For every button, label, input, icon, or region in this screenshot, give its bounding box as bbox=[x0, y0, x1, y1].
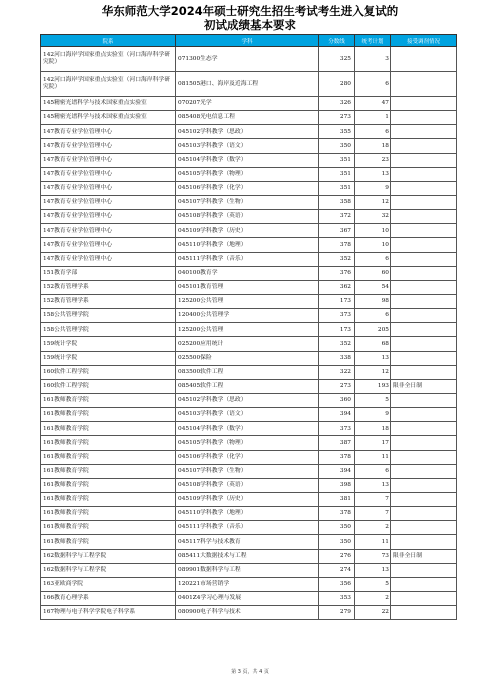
cell-subject: 125200公共管理 bbox=[176, 294, 319, 308]
cell-note bbox=[391, 167, 457, 181]
cell-dept: 161教师教育学院 bbox=[41, 450, 176, 464]
cell-subject: 045103学科教学（语文） bbox=[176, 408, 319, 422]
cell-score: 358 bbox=[319, 195, 355, 209]
cell-score: 273 bbox=[319, 379, 355, 393]
cell-note bbox=[391, 478, 457, 492]
table-row bbox=[41, 266, 457, 280]
cell-dept: 167物理与电子科学学院电子科学系 bbox=[41, 606, 176, 620]
cell-dept: 161教师教育学院 bbox=[41, 521, 176, 535]
cell-subject: 040100教育学 bbox=[176, 266, 319, 280]
table-row bbox=[41, 309, 457, 323]
page-footer: 第 3 页，共 4 页 bbox=[231, 669, 269, 675]
cell-score: 322 bbox=[319, 365, 355, 379]
header-adjustment: 接受调剂情况 bbox=[391, 35, 457, 47]
cell-score: 351 bbox=[319, 167, 355, 181]
table-row bbox=[41, 181, 457, 195]
cell-subject: 083500软件工程 bbox=[176, 365, 319, 379]
cell-note bbox=[391, 323, 457, 337]
cell-subject: 045102学科教学（思政） bbox=[176, 125, 319, 139]
cell-dept: 161教师教育学院 bbox=[41, 478, 176, 492]
cell-score: 353 bbox=[319, 591, 355, 605]
table-row bbox=[41, 521, 457, 535]
cell-score: 398 bbox=[319, 478, 355, 492]
cell-dept: 147教育专业学位管理中心 bbox=[41, 181, 176, 195]
cell-dept: 142河口海岸学国家重点实验室（河口海岸科学研究院） bbox=[41, 47, 176, 72]
cell-plan: 2 bbox=[355, 591, 391, 605]
table-row bbox=[41, 549, 457, 563]
cell-subject: 120221市场营销学 bbox=[176, 577, 319, 591]
cell-subject: 045107学科教学（生物） bbox=[176, 464, 319, 478]
cell-score: 387 bbox=[319, 436, 355, 450]
cell-subject: 085405软件工程 bbox=[176, 379, 319, 393]
cell-note bbox=[391, 365, 457, 379]
table-row bbox=[41, 365, 457, 379]
cell-subject: 045105学科教学（物理） bbox=[176, 167, 319, 181]
cell-dept: 161教师教育学院 bbox=[41, 492, 176, 506]
table-row bbox=[41, 606, 457, 620]
cell-score: 350 bbox=[319, 139, 355, 153]
cell-dept: 161教师教育学院 bbox=[41, 393, 176, 407]
cell-note bbox=[391, 309, 457, 323]
table-row bbox=[41, 72, 457, 97]
cell-plan: 98 bbox=[355, 294, 391, 308]
cell-subject: 089901数据科学与工程 bbox=[176, 563, 319, 577]
table-row bbox=[41, 125, 457, 139]
title-line-2: 初试成绩基本要求 bbox=[204, 18, 296, 32]
cell-dept: 160软件工程学院 bbox=[41, 365, 176, 379]
cell-note bbox=[391, 535, 457, 549]
table-header-row bbox=[41, 35, 457, 47]
cell-subject: 045102学科教学（思政） bbox=[176, 393, 319, 407]
cell-score: 326 bbox=[319, 97, 355, 111]
cell-note bbox=[391, 97, 457, 111]
cell-note bbox=[391, 47, 457, 72]
cell-plan: 10 bbox=[355, 238, 391, 252]
cell-note bbox=[391, 408, 457, 422]
cell-subject: 125200公共管理 bbox=[176, 323, 319, 337]
table-row bbox=[41, 153, 457, 167]
cell-plan: 7 bbox=[355, 507, 391, 521]
cell-note bbox=[391, 450, 457, 464]
cell-score: 381 bbox=[319, 492, 355, 506]
cell-score: 378 bbox=[319, 450, 355, 464]
cell-plan: 10 bbox=[355, 224, 391, 238]
cell-plan: 68 bbox=[355, 337, 391, 351]
table-row bbox=[41, 492, 457, 506]
cell-plan: 22 bbox=[355, 606, 391, 620]
cell-note bbox=[391, 591, 457, 605]
table-row bbox=[41, 238, 457, 252]
cell-dept: 147教育专业学位管理中心 bbox=[41, 238, 176, 252]
cell-dept: 161教师教育学院 bbox=[41, 436, 176, 450]
table-row bbox=[41, 323, 457, 337]
cell-dept: 162数据科学与工程学院 bbox=[41, 563, 176, 577]
cell-plan: 12 bbox=[355, 195, 391, 209]
cell-dept: 147教育专业学位管理中心 bbox=[41, 139, 176, 153]
cell-score: 373 bbox=[319, 422, 355, 436]
cell-plan: 18 bbox=[355, 422, 391, 436]
cell-note bbox=[391, 210, 457, 224]
cell-note: 限非全日制 bbox=[391, 549, 457, 563]
cell-score: 274 bbox=[319, 563, 355, 577]
cell-note bbox=[391, 125, 457, 139]
cell-dept: 151教育学部 bbox=[41, 266, 176, 280]
cell-score: 355 bbox=[319, 125, 355, 139]
document-title bbox=[0, 0, 500, 32]
cell-plan: 32 bbox=[355, 210, 391, 224]
cell-plan: 13 bbox=[355, 478, 391, 492]
cell-dept: 142河口海岸学国家重点实验室（河口海岸科学研究院） bbox=[41, 72, 176, 97]
cell-score: 280 bbox=[319, 72, 355, 97]
cell-score: 273 bbox=[319, 111, 355, 125]
cell-subject: 045107学科教学（生物） bbox=[176, 195, 319, 209]
cell-plan: 6 bbox=[355, 309, 391, 323]
cell-subject: 045104学科教学（数学） bbox=[176, 153, 319, 167]
cell-note bbox=[391, 577, 457, 591]
cell-subject: 085408光电信息工程 bbox=[176, 111, 319, 125]
cell-note bbox=[391, 224, 457, 238]
cell-plan: 23 bbox=[355, 153, 391, 167]
cell-dept: 147教育专业学位管理中心 bbox=[41, 195, 176, 209]
cell-dept: 161教师教育学院 bbox=[41, 464, 176, 478]
table-row bbox=[41, 210, 457, 224]
cell-subject: 120400公共管理学 bbox=[176, 309, 319, 323]
cell-dept: 158公共管理学院 bbox=[41, 309, 176, 323]
cell-note bbox=[391, 337, 457, 351]
cell-dept: 161教师教育学院 bbox=[41, 408, 176, 422]
cell-dept: 166教育心理学系 bbox=[41, 591, 176, 605]
cell-score: 279 bbox=[319, 606, 355, 620]
cell-subject: 085411大数据技术与工程 bbox=[176, 549, 319, 563]
cell-dept: 147教育专业学位管理中心 bbox=[41, 167, 176, 181]
cell-subject: 045108学科教学（英语） bbox=[176, 478, 319, 492]
cell-score: 362 bbox=[319, 280, 355, 294]
cell-plan: 11 bbox=[355, 535, 391, 549]
header-subject: 学科 bbox=[176, 35, 319, 47]
cell-plan: 11 bbox=[355, 450, 391, 464]
table-row bbox=[41, 97, 457, 111]
cell-plan: 73 bbox=[355, 549, 391, 563]
cell-subject: 045101教育管理 bbox=[176, 280, 319, 294]
score-table bbox=[40, 34, 457, 620]
table-row bbox=[41, 195, 457, 209]
cell-dept: 159统计学院 bbox=[41, 337, 176, 351]
cell-subject: 045110学科教学（地理） bbox=[176, 507, 319, 521]
table-row bbox=[41, 408, 457, 422]
table-row bbox=[41, 47, 457, 72]
table-row bbox=[41, 577, 457, 591]
cell-plan: 17 bbox=[355, 436, 391, 450]
table-row bbox=[41, 450, 457, 464]
table-row bbox=[41, 464, 457, 478]
cell-subject: 080900电子科学与技术 bbox=[176, 606, 319, 620]
cell-score: 351 bbox=[319, 153, 355, 167]
cell-plan: 13 bbox=[355, 351, 391, 365]
cell-dept: 147教育专业学位管理中心 bbox=[41, 125, 176, 139]
cell-subject: 081505港口、海岸及近海工程 bbox=[176, 72, 319, 97]
cell-subject: 045106学科教学（化学） bbox=[176, 181, 319, 195]
cell-score: 373 bbox=[319, 309, 355, 323]
cell-note bbox=[391, 521, 457, 535]
cell-subject: 045111学科教学（音乐） bbox=[176, 252, 319, 266]
cell-dept: 159统计学院 bbox=[41, 351, 176, 365]
table-row bbox=[41, 393, 457, 407]
cell-plan: 12 bbox=[355, 365, 391, 379]
cell-dept: 160软件工程学院 bbox=[41, 379, 176, 393]
cell-plan: 5 bbox=[355, 393, 391, 407]
cell-subject: 045109学科教学（历史） bbox=[176, 224, 319, 238]
cell-plan: 193 bbox=[355, 379, 391, 393]
cell-note bbox=[391, 563, 457, 577]
cell-note bbox=[391, 422, 457, 436]
cell-note bbox=[391, 195, 457, 209]
cell-dept: 147教育专业学位管理中心 bbox=[41, 210, 176, 224]
cell-subject: 045108学科教学（英语） bbox=[176, 210, 319, 224]
cell-dept: 145精密光谱科学与技术国家重点实验室 bbox=[41, 97, 176, 111]
table-row bbox=[41, 379, 457, 393]
cell-subject: 045106学科教学（化学） bbox=[176, 450, 319, 464]
table-row bbox=[41, 111, 457, 125]
cell-subject: 045103学科教学（语文） bbox=[176, 139, 319, 153]
cell-score: 360 bbox=[319, 393, 355, 407]
cell-score: 351 bbox=[319, 181, 355, 195]
cell-note: 限非全日制 bbox=[391, 379, 457, 393]
cell-note bbox=[391, 436, 457, 450]
table-row bbox=[41, 167, 457, 181]
cell-dept: 147教育专业学位管理中心 bbox=[41, 252, 176, 266]
cell-dept: 147教育专业学位管理中心 bbox=[41, 153, 176, 167]
table-row bbox=[41, 224, 457, 238]
cell-dept: 145精密光谱科学与技术国家重点实验室 bbox=[41, 111, 176, 125]
cell-subject: 045109学科教学（历史） bbox=[176, 492, 319, 506]
cell-subject: 0401Z4学习心理与发展 bbox=[176, 591, 319, 605]
cell-note bbox=[391, 266, 457, 280]
cell-score: 378 bbox=[319, 238, 355, 252]
cell-note bbox=[391, 294, 457, 308]
table-row bbox=[41, 337, 457, 351]
table-row bbox=[41, 436, 457, 450]
cell-score: 350 bbox=[319, 535, 355, 549]
cell-dept: 161教师教育学院 bbox=[41, 507, 176, 521]
cell-note bbox=[391, 507, 457, 521]
table-row bbox=[41, 280, 457, 294]
cell-subject: 070207光学 bbox=[176, 97, 319, 111]
cell-score: 325 bbox=[319, 47, 355, 72]
cell-note bbox=[391, 238, 457, 252]
cell-plan: 54 bbox=[355, 280, 391, 294]
cell-score: 173 bbox=[319, 323, 355, 337]
cell-plan: 6 bbox=[355, 464, 391, 478]
cell-subject: 045104学科教学（数学） bbox=[176, 422, 319, 436]
cell-plan: 13 bbox=[355, 167, 391, 181]
header-score: 分数线 bbox=[319, 35, 355, 47]
cell-score: 376 bbox=[319, 266, 355, 280]
table-row bbox=[41, 507, 457, 521]
cell-plan: 1 bbox=[355, 111, 391, 125]
cell-plan: 6 bbox=[355, 125, 391, 139]
cell-dept: 161教师教育学院 bbox=[41, 422, 176, 436]
cell-dept: 158公共管理学院 bbox=[41, 323, 176, 337]
table-row bbox=[41, 563, 457, 577]
cell-score: 394 bbox=[319, 464, 355, 478]
cell-subject: 045117科学与技术教育 bbox=[176, 535, 319, 549]
cell-dept: 162数据科学与工程学院 bbox=[41, 549, 176, 563]
cell-plan: 205 bbox=[355, 323, 391, 337]
cell-score: 394 bbox=[319, 408, 355, 422]
cell-dept: 161教师教育学院 bbox=[41, 535, 176, 549]
header-dept: 院系 bbox=[41, 35, 176, 47]
cell-dept: 163亚欧商学院 bbox=[41, 577, 176, 591]
cell-plan: 2 bbox=[355, 521, 391, 535]
cell-score: 352 bbox=[319, 252, 355, 266]
cell-score: 356 bbox=[319, 577, 355, 591]
cell-note bbox=[391, 111, 457, 125]
cell-score: 378 bbox=[319, 507, 355, 521]
table-row bbox=[41, 252, 457, 266]
table-row bbox=[41, 591, 457, 605]
cell-note bbox=[391, 351, 457, 365]
cell-plan: 60 bbox=[355, 266, 391, 280]
table-row bbox=[41, 478, 457, 492]
table-row bbox=[41, 294, 457, 308]
cell-plan: 18 bbox=[355, 139, 391, 153]
table-row bbox=[41, 535, 457, 549]
cell-score: 350 bbox=[319, 521, 355, 535]
cell-score: 173 bbox=[319, 294, 355, 308]
cell-score: 372 bbox=[319, 210, 355, 224]
cell-plan: 9 bbox=[355, 181, 391, 195]
cell-plan: 3 bbox=[355, 47, 391, 72]
cell-dept: 152教育管理学系 bbox=[41, 280, 176, 294]
cell-note bbox=[391, 153, 457, 167]
table-row bbox=[41, 422, 457, 436]
cell-subject: 025500保险 bbox=[176, 351, 319, 365]
cell-score: 352 bbox=[319, 337, 355, 351]
cell-score: 276 bbox=[319, 549, 355, 563]
cell-note bbox=[391, 280, 457, 294]
cell-plan: 47 bbox=[355, 97, 391, 111]
cell-subject: 071300生态学 bbox=[176, 47, 319, 72]
header-plan: 统考计划 bbox=[355, 35, 391, 47]
cell-note bbox=[391, 464, 457, 478]
cell-subject: 025200应用统计 bbox=[176, 337, 319, 351]
cell-subject: 045105学科教学（物理） bbox=[176, 436, 319, 450]
table-row bbox=[41, 351, 457, 365]
cell-plan: 7 bbox=[355, 492, 391, 506]
cell-plan: 9 bbox=[355, 408, 391, 422]
cell-note bbox=[391, 139, 457, 153]
cell-plan: 6 bbox=[355, 72, 391, 97]
cell-note bbox=[391, 492, 457, 506]
cell-score: 367 bbox=[319, 224, 355, 238]
cell-dept: 152教育管理学系 bbox=[41, 294, 176, 308]
title-line-1: 华东师范大学2024年硕士研究生招生考试考生进入复试的 bbox=[101, 4, 399, 18]
cell-note bbox=[391, 72, 457, 97]
cell-subject: 045111学科教学（音乐） bbox=[176, 521, 319, 535]
cell-plan: 5 bbox=[355, 577, 391, 591]
cell-plan: 6 bbox=[355, 252, 391, 266]
cell-note bbox=[391, 393, 457, 407]
cell-subject: 045110学科教学（地理） bbox=[176, 238, 319, 252]
cell-note bbox=[391, 252, 457, 266]
cell-plan: 13 bbox=[355, 563, 391, 577]
cell-score: 338 bbox=[319, 351, 355, 365]
table-row bbox=[41, 139, 457, 153]
cell-note bbox=[391, 606, 457, 620]
cell-note bbox=[391, 181, 457, 195]
table-body bbox=[41, 47, 457, 620]
cell-dept: 147教育专业学位管理中心 bbox=[41, 224, 176, 238]
